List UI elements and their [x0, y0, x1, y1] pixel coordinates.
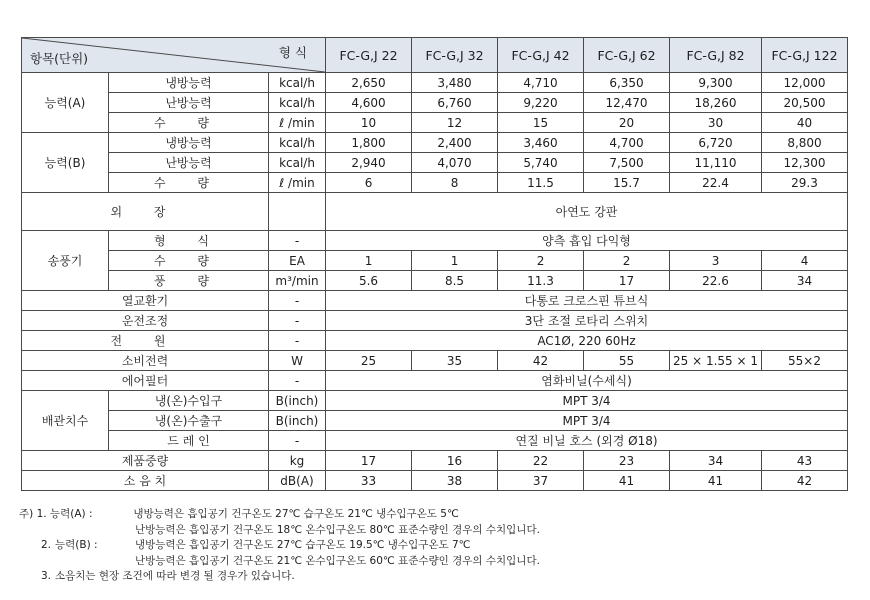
- value-cell: 12,300: [762, 153, 848, 173]
- unit-cell: W: [269, 351, 326, 371]
- value-cell: 30: [670, 113, 762, 133]
- value-cell: 11,110: [670, 153, 762, 173]
- value-cell: 12,000: [762, 73, 848, 93]
- weight-label: 제품중량: [22, 451, 269, 471]
- value-cell: 2: [584, 251, 670, 271]
- value-cell: 17: [584, 271, 670, 291]
- note-number: 2.: [40, 539, 51, 551]
- capacity-b-label: 능력(B): [22, 133, 109, 193]
- piping-label: 배관치수: [22, 391, 109, 451]
- row-label: 풍 량: [109, 271, 269, 291]
- value-cell: 37: [498, 471, 584, 491]
- table-row: [22, 431, 848, 451]
- table-row: [22, 331, 848, 351]
- fan-type-value: 양측 흡입 다익형: [326, 231, 848, 251]
- value-cell: 3,460: [498, 133, 584, 153]
- value-cell: 4: [762, 251, 848, 271]
- value-cell: 4,710: [498, 73, 584, 93]
- capacity-a-label: 능력(A): [22, 73, 109, 133]
- note-text: 난방능력은 흡입공기 건구온도 21℃ 온수입구온도 60℃ 표준수량인 경우의 수치입니다.: [135, 554, 540, 567]
- note-label: 능력(B) :: [55, 539, 98, 551]
- table-row: [22, 93, 848, 113]
- control-label: 운전조정: [22, 311, 269, 331]
- value-cell: 35: [412, 351, 498, 371]
- note-text: 냉방능력은 흡입공기 건구온도 27℃ 습구온도 19.5℃ 냉수입구온도 7℃: [135, 539, 471, 551]
- unit-cell: kcal/h: [269, 153, 326, 173]
- table-row: [22, 391, 848, 411]
- unit-cell: m³/min: [269, 271, 326, 291]
- model-header: FC-G,J 42: [498, 38, 584, 73]
- value-cell: 12: [412, 113, 498, 133]
- unit-cell: -: [269, 331, 326, 351]
- table-row: [22, 371, 848, 391]
- row-label: 냉방능력: [109, 73, 269, 93]
- value-cell: 22.6: [670, 271, 762, 291]
- value-cell: 34: [762, 271, 848, 291]
- value-cell: 1,800: [326, 133, 412, 153]
- power-value: AC1Ø, 220 60Hz: [326, 331, 848, 351]
- value-cell: 34: [670, 451, 762, 471]
- unit-cell: B(inch): [269, 411, 326, 431]
- model-header: FC-G,J 82: [670, 38, 762, 73]
- table-row: [22, 73, 848, 93]
- value-cell: 29.3: [762, 173, 848, 193]
- row-label: 수 량: [109, 173, 269, 193]
- value-cell: 5.6: [326, 271, 412, 291]
- air-filter-label: 에어필터: [22, 371, 269, 391]
- value-cell: 20: [584, 113, 670, 133]
- table-row: [22, 113, 848, 133]
- value-cell: 6,350: [584, 73, 670, 93]
- value-cell: 15: [498, 113, 584, 133]
- value-cell: 8,800: [762, 133, 848, 153]
- value-cell: 4,070: [412, 153, 498, 173]
- table-row: [22, 133, 848, 153]
- value-cell: 12,470: [584, 93, 670, 113]
- value-cell: 17: [326, 451, 412, 471]
- value-cell: 22.4: [670, 173, 762, 193]
- value-cell: 41: [584, 471, 670, 491]
- value-cell: 55×2: [762, 351, 848, 371]
- note-prefix: 주): [19, 508, 34, 520]
- fan-label: 송풍기: [22, 231, 109, 291]
- unit-cell: kcal/h: [269, 73, 326, 93]
- table-row: [22, 451, 848, 471]
- value-cell: 43: [762, 451, 848, 471]
- unit-cell: kcal/h: [269, 93, 326, 113]
- value-cell: 42: [498, 351, 584, 371]
- row-label: 냉방능력: [109, 133, 269, 153]
- noise-label: 소 음 치: [22, 471, 269, 491]
- value-cell: 11.5: [498, 173, 584, 193]
- spec-table: [21, 37, 848, 491]
- consumption-label: 소비전력: [22, 351, 269, 371]
- value-cell: 55: [584, 351, 670, 371]
- header-item-model-cell: [22, 38, 326, 73]
- note-label: 능력(A) :: [49, 508, 93, 520]
- row-label: 냉(온)수출구: [109, 411, 269, 431]
- unit-cell: ℓ /min: [269, 113, 326, 133]
- note-3: [19, 569, 540, 585]
- row-label: 드 레 인: [109, 431, 269, 451]
- model-header: FC-G,J 22: [326, 38, 412, 73]
- note-number: 3.: [40, 570, 51, 582]
- header-item-unit: 항목(단위): [30, 51, 89, 66]
- table-row: [22, 271, 848, 291]
- table-row: [22, 411, 848, 431]
- note-1-line-1: [19, 507, 540, 523]
- value-cell: 6: [326, 173, 412, 193]
- note-2-line-2: [19, 554, 540, 570]
- unit-cell: -: [269, 291, 326, 311]
- unit-cell: kcal/h: [269, 133, 326, 153]
- row-label: 형 식: [109, 231, 269, 251]
- unit-cell: -: [269, 311, 326, 331]
- value-cell: 38: [412, 471, 498, 491]
- value-cell: 23: [584, 451, 670, 471]
- unit-cell: -: [269, 371, 326, 391]
- value-cell: 6,720: [670, 133, 762, 153]
- value-cell: 25: [326, 351, 412, 371]
- value-cell: 2,940: [326, 153, 412, 173]
- value-cell: 41: [670, 471, 762, 491]
- value-cell: 10: [326, 113, 412, 133]
- table-row: [22, 291, 848, 311]
- exterior-label: 외 장: [22, 193, 269, 231]
- value-cell: 40: [762, 113, 848, 133]
- row-label: 수 량: [109, 251, 269, 271]
- value-cell: 2,400: [412, 133, 498, 153]
- value-cell: 11.3: [498, 271, 584, 291]
- value-cell: 8.5: [412, 271, 498, 291]
- value-cell: 15.7: [584, 173, 670, 193]
- note-number: 1.: [36, 508, 47, 520]
- value-cell: 4,600: [326, 93, 412, 113]
- note-text: 소음치는 현장 조건에 따라 변경 될 경우가 있습니다.: [55, 570, 295, 582]
- note-2-line-1: [19, 538, 540, 554]
- unit-cell: -: [269, 231, 326, 251]
- value-cell: 3,480: [412, 73, 498, 93]
- model-header: FC-G,J 32: [412, 38, 498, 73]
- model-header: FC-G,J 122: [762, 38, 848, 73]
- unit-cell: -: [269, 431, 326, 451]
- value-cell: 20,500: [762, 93, 848, 113]
- table-row: [22, 153, 848, 173]
- unit-cell: kg: [269, 451, 326, 471]
- table-row: [22, 193, 848, 231]
- value-cell: 22: [498, 451, 584, 471]
- table-row: [22, 173, 848, 193]
- table-row: [22, 251, 848, 271]
- table-row: [22, 311, 848, 331]
- control-value: 3단 조절 로타리 스위치: [326, 311, 848, 331]
- unit-cell: [269, 193, 326, 231]
- note-1-line-2: [19, 523, 540, 539]
- value-cell: 8: [412, 173, 498, 193]
- note-text: 난방능력은 흡입공기 건구온도 18℃ 온수입구온도 80℃ 표준수량인 경우의 수치입니다.: [135, 523, 540, 536]
- table-row: [22, 231, 848, 251]
- value-cell: 9,220: [498, 93, 584, 113]
- value-cell: 9,300: [670, 73, 762, 93]
- model-header: FC-G,J 62: [584, 38, 670, 73]
- exterior-value: 아연도 강판: [326, 193, 848, 231]
- header-row: [22, 38, 848, 73]
- header-model: 형식: [278, 45, 312, 60]
- piping-drain-value: 연질 비닐 호스 (외경 Ø18): [326, 431, 848, 451]
- value-cell: 6,760: [412, 93, 498, 113]
- row-label: 수 량: [109, 113, 269, 133]
- value-cell: 33: [326, 471, 412, 491]
- value-cell: 1: [412, 251, 498, 271]
- note-text: 냉방능력은 흡입공기 건구온도 27℃ 습구온도 21℃ 냉수입구온도 5℃: [133, 508, 459, 520]
- air-filter-value: 염화비닐(수세식): [326, 371, 848, 391]
- unit-cell: EA: [269, 251, 326, 271]
- unit-cell: dB(A): [269, 471, 326, 491]
- table-row: [22, 351, 848, 371]
- value-cell: 5,740: [498, 153, 584, 173]
- value-cell: 3: [670, 251, 762, 271]
- piping-inlet-value: MPT 3/4: [326, 391, 848, 411]
- table-row: [22, 471, 848, 491]
- value-cell: 1: [326, 251, 412, 271]
- value-cell: 16: [412, 451, 498, 471]
- value-cell: 7,500: [584, 153, 670, 173]
- unit-cell: B(inch): [269, 391, 326, 411]
- piping-outlet-value: MPT 3/4: [326, 411, 848, 431]
- value-cell: 18,260: [670, 93, 762, 113]
- value-cell: 2: [498, 251, 584, 271]
- row-label: 냉(온)수입구: [109, 391, 269, 411]
- heat-exchanger-value: 다통로 크로스핀 튜브식: [326, 291, 848, 311]
- heat-exchanger-label: 열교환기: [22, 291, 269, 311]
- value-cell: 2,650: [326, 73, 412, 93]
- footnotes: [19, 507, 540, 585]
- row-label: 난방능력: [109, 153, 269, 173]
- value-cell: 42: [762, 471, 848, 491]
- value-cell: 25 × 1.55 × 1: [670, 351, 762, 371]
- unit-cell: ℓ /min: [269, 173, 326, 193]
- row-label: 난방능력: [109, 93, 269, 113]
- value-cell: 4,700: [584, 133, 670, 153]
- power-label: 전 원: [22, 331, 269, 351]
